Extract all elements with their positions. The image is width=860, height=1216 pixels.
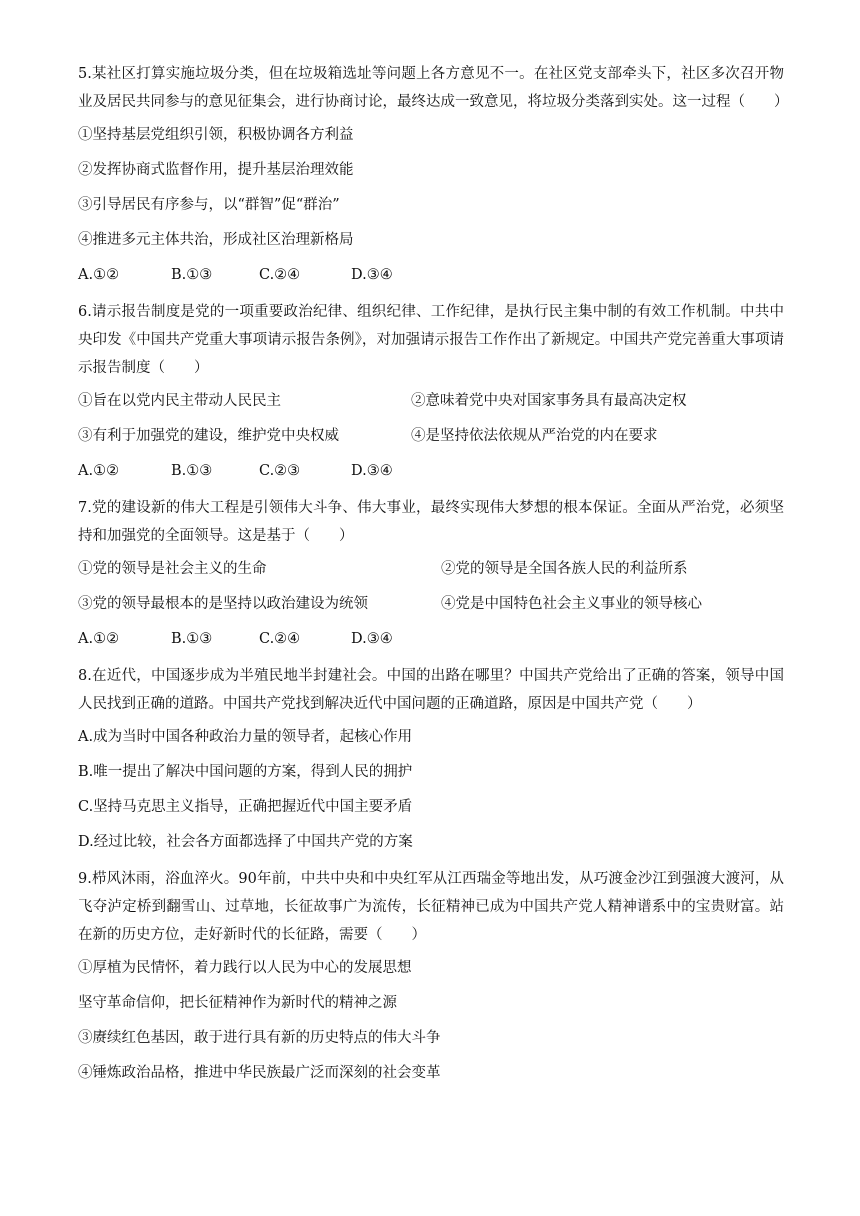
answer-choice-a: A.①② — [78, 631, 120, 647]
question-8 — [78, 662, 784, 854]
answer-choice-b: B.①③ — [171, 631, 213, 647]
statement-option-row — [78, 557, 784, 581]
statement-option: ③党的领导最根本的是坚持以政治建设为统领 — [78, 596, 368, 612]
answer-choice-c: C.②③ — [259, 463, 301, 479]
question-stem: 9.栉风沐雨，浴血淬火。90年前，中共中央和中央红军从江西瑞金等地出发，从巧渡金沙江到强渡大渡河，从飞夺泸定桥到翻雪山、过草地，长征故事广为流传，长征精神已成为中国共产党人精神谱系中的宝贵财富。站在新的历史方位，走好新时代的长征路，需要（ ） — [78, 871, 784, 943]
exam-page — [78, 60, 789, 1096]
statement-option-row — [78, 389, 784, 413]
answer-choice-a: A.①② — [78, 463, 120, 479]
statement-option-row — [78, 592, 784, 616]
statement-option: ①坚持基层党组织引领，积极协调各方利益 — [78, 127, 354, 143]
statement-option: ④推进多元主体共治，形成社区治理新格局 — [78, 232, 354, 248]
statement-option: ②发挥协商式监督作用，提升基层治理效能 — [78, 162, 354, 178]
answer-choice-a: A.①② — [78, 267, 120, 283]
statement-option: 坚守革命信仰，把长征精神作为新时代的精神之源 — [78, 995, 397, 1011]
answer-choice-b: B.唯一提出了解决中国问题的方案，得到人民的拥护 — [78, 764, 413, 780]
answer-choices — [78, 263, 784, 287]
question-stem: 8.在近代，中国逐步成为半殖民地半封建社会。中国的出路在哪里？中国共产党给出了正确的答案，领导中国人民找到正确的道路。中国共产党找到解决近代中国问题的正确道路，原因是中国共产党（ ） — [78, 668, 784, 712]
question-7 — [78, 494, 784, 651]
statement-option: ③有利于加强党的建设，维护党中央权威 — [78, 428, 339, 444]
statement-option: ④锤炼政治品格，推进中华民族最广泛而深刻的社会变革 — [78, 1065, 441, 1081]
statement-option: ①旨在以党内民主带动人民民主 — [78, 393, 281, 409]
answer-choice-a: A.成为当时中国各种政治力量的领导者，起核心作用 — [78, 729, 413, 745]
answer-choices — [78, 459, 784, 483]
statement-option: ④是坚持依法依规从严治党的内在要求 — [411, 428, 658, 444]
statement-option: ③赓续红色基因，敢于进行具有新的历史特点的伟大斗争 — [78, 1030, 441, 1046]
answer-choice-d: D.③④ — [351, 267, 393, 283]
statement-option: ③引导居民有序参与，以“群智”促“群治” — [78, 197, 340, 213]
question-5 — [78, 60, 789, 287]
question-9 — [78, 865, 784, 1085]
question-6 — [78, 298, 784, 483]
statement-option-row — [78, 424, 784, 448]
statement-option: ②意味着党中央对国家事务具有最高决定权 — [411, 393, 687, 409]
answer-choice-c: C.②④ — [259, 267, 301, 283]
answer-choice-d: D.③④ — [351, 631, 393, 647]
answer-choice-b: B.①③ — [171, 267, 213, 283]
answer-choice-d: D.③④ — [351, 463, 393, 479]
answer-choice-c: C.坚持马克思主义指导，正确把握近代中国主要矛盾 — [78, 799, 413, 815]
statement-option: ①厚植为民情怀，着力践行以人民为中心的发展思想 — [78, 960, 412, 976]
answer-choice-c: C.②④ — [259, 631, 301, 647]
answer-choices — [78, 627, 784, 651]
answer-choice-d: D.经过比较，社会各方面都选择了中国共产党的方案 — [78, 834, 413, 850]
question-stem: 5.某社区打算实施垃圾分类，但在垃圾箱选址等问题上各方意见不一。在社区党支部牵头下，社区多次召开物业及居民共同参与的意见征集会，进行协商讨论，最终达成一致意见，将垃圾分类落到实处。这一过程（ ） — [78, 66, 789, 110]
question-stem: 6.请示报告制度是党的一项重要政治纪律、组织纪律、工作纪律，是执行民主集中制的有效工作机制。中共中央印发《中国共产党重大事项请示报告条例》，对加强请示报告工作作出了新规定。中国共产党完善重大事项请示报告制度（ ） — [78, 304, 784, 376]
answer-choice-b: B.①③ — [171, 463, 213, 479]
statement-option: ②党的领导是全国各族人民的利益所系 — [441, 561, 688, 577]
question-stem: 7.党的建设新的伟大工程是引领伟大斗争、伟大事业，最终实现伟大梦想的根本保证。全面从严治党，必须坚持和加强党的全面领导。这是基于（ ） — [78, 500, 784, 544]
statement-option: ①党的领导是社会主义的生命 — [78, 561, 267, 577]
statement-option: ④党是中国特色社会主义事业的领导核心 — [441, 596, 702, 612]
